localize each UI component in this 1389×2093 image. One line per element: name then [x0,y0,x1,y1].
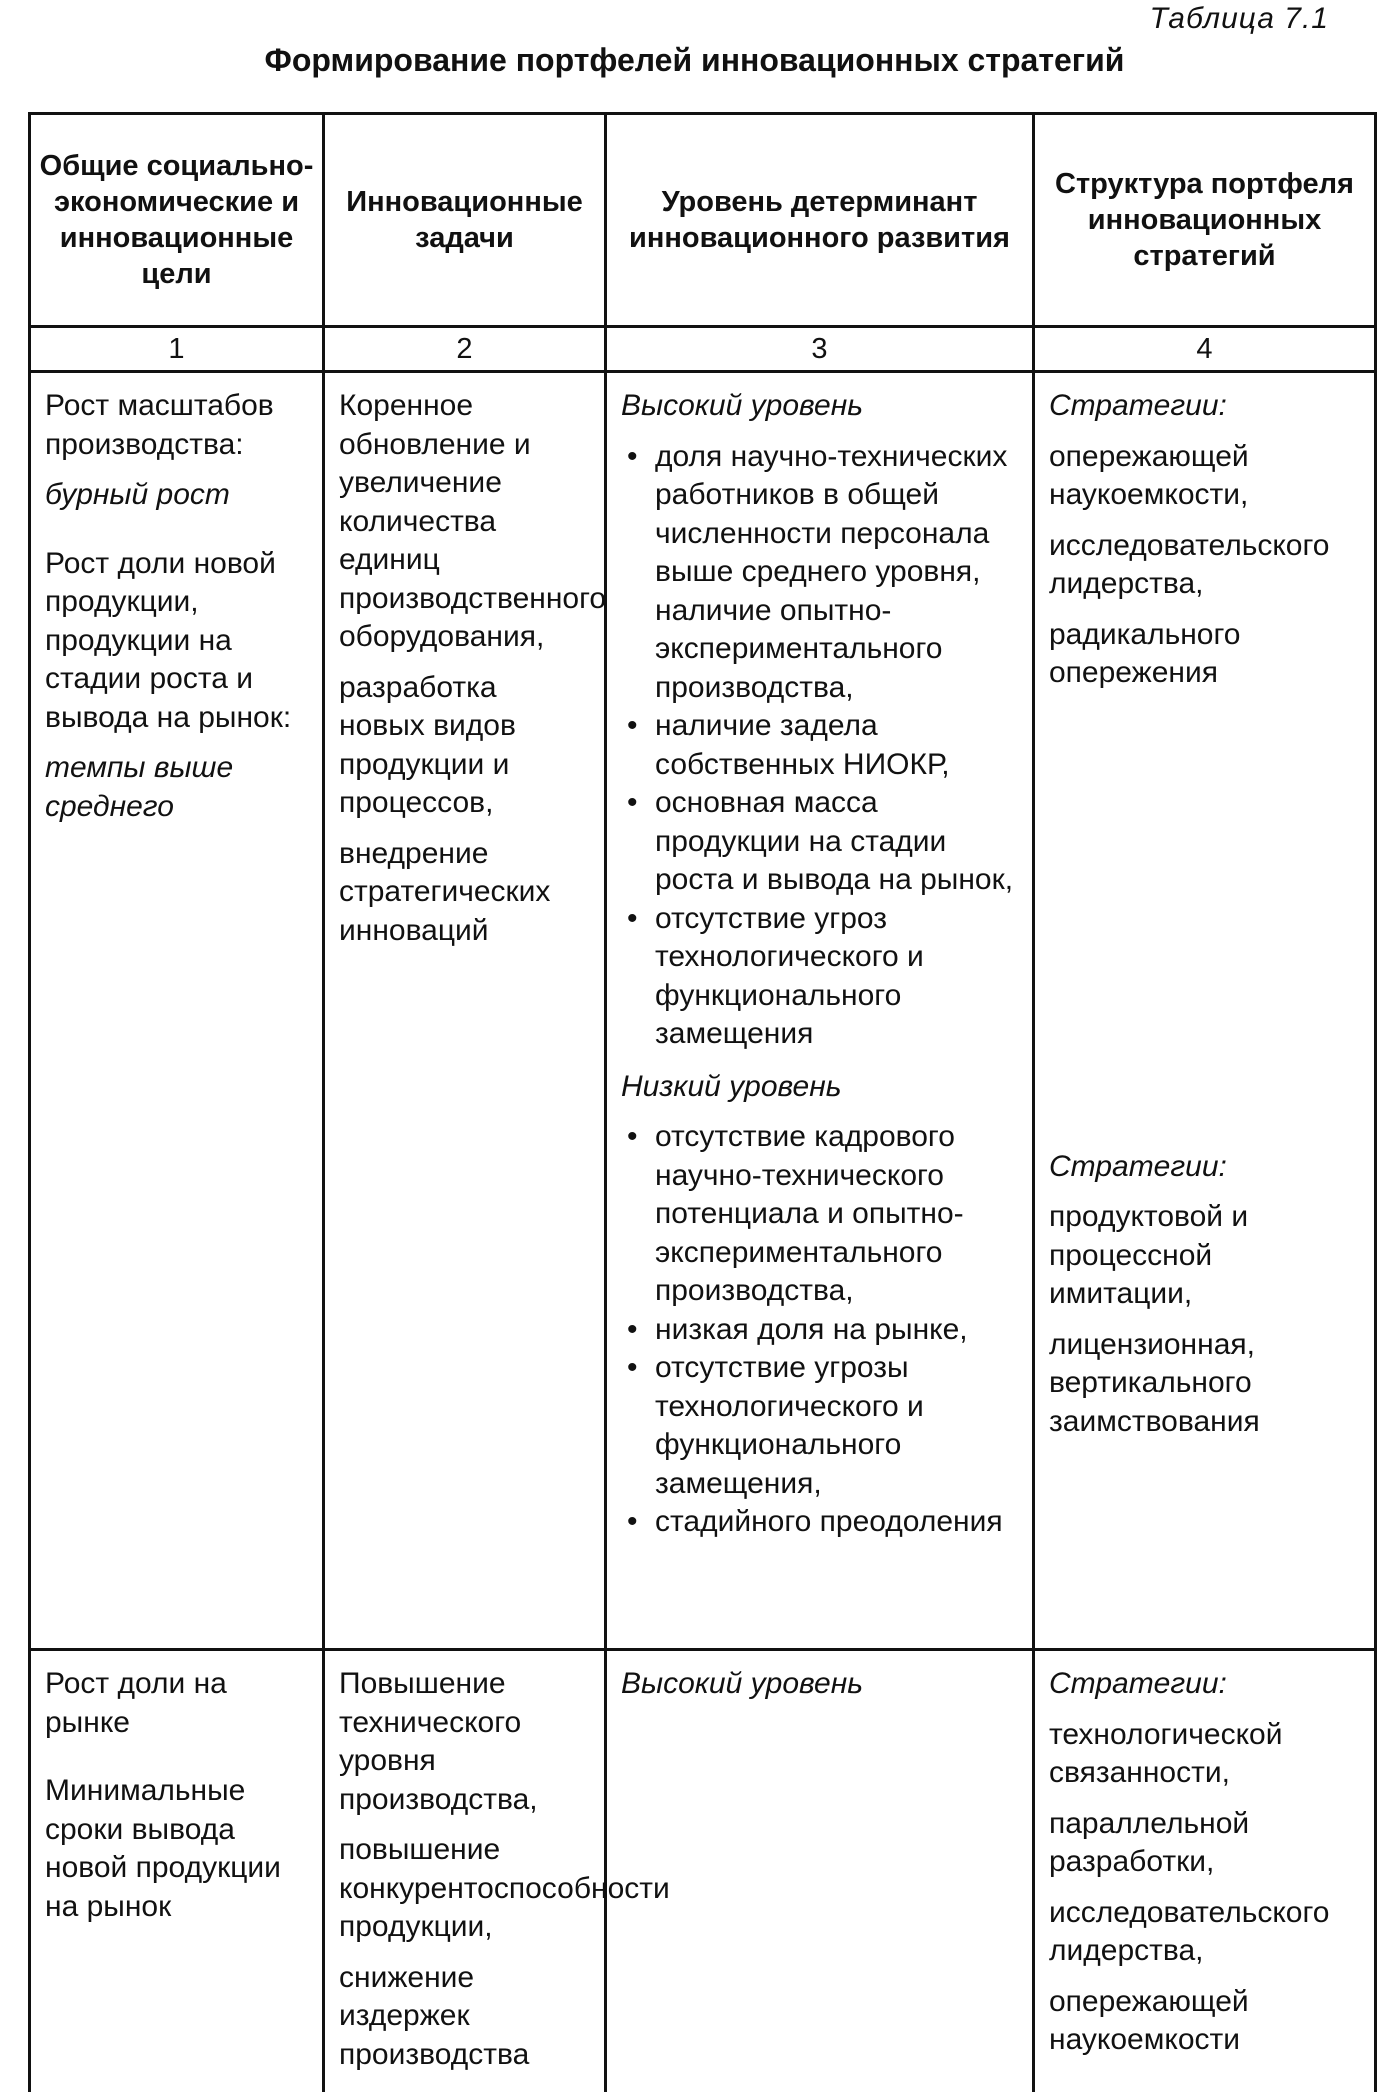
goal-rate: бурный рост [45,478,230,511]
column-number: 1 [30,327,324,372]
bullet-icon: • [627,1312,638,1346]
table-caption: Таблица 7.1 [1149,2,1329,35]
list-item-text: отсутствие угрозы технологического и функционального замещения, [655,1351,924,1500]
table-row [30,372,1376,1650]
strategy-item: технологической связанности, [1049,1717,1283,1789]
list-item-text: отсутствие угроз технологического и функционального замещения [655,901,924,1050]
list-item [621,1503,1018,1542]
list-item-text: низкая доля на рынке, [655,1312,968,1346]
list-item-text: доля научно-технических работников в общей численности персонала выше среднего уровня, наличие опытно-экспериментального производства, [655,439,1008,704]
bullet-icon: • [627,439,638,473]
strategy-item: исследовательского лидерства, [1049,1895,1330,1967]
strategy-item: радикального опережения [1049,617,1241,689]
tasks-cell [324,1650,670,2093]
task-text: Коренное обновление и увеличение количества единиц производственного оборудования, [339,389,607,653]
column-number: 4 [1034,327,1376,372]
bullet-icon: • [627,786,638,819]
strategies-label: Стратегии: [1049,1149,1227,1183]
strategy-item: продуктовой и процессной имитации, [1049,1200,1249,1310]
goal-text: Рост масштабов производства: [45,389,274,461]
list-item [621,707,1018,784]
header-tasks: Инновационные задачи [324,114,606,327]
goals-cell [30,1650,324,2093]
header-row [30,114,1376,327]
strategies-label: Стратегии: [1049,1667,1227,1700]
list-item-text: наличие задела собственных НИОКР, [655,709,950,781]
bullet-icon: • [627,1351,638,1384]
goals-cell [30,372,324,1650]
goal-text: Рост доли новой продукции, продукции на стадии роста и вывода на рынок: [45,546,292,734]
bullet-icon: • [627,1120,638,1153]
task-text: повышение конкурентоспособности продукции, [339,1833,670,1943]
strategy-item: опережающей наукоемкости, [1049,439,1249,511]
strategy-item: исследовательского лидерства, [1049,528,1330,600]
list-item [621,1349,1018,1503]
determinant-list [621,438,1018,1054]
task-text: разработка новых видов продукции и процессов, [339,670,516,819]
level-label: Низкий уровень [621,1069,842,1103]
tasks-cell [324,372,606,1650]
strategy-item: лицензионная, вертикального заимствования [1049,1327,1260,1438]
task-text: снижение издержек производства [339,1960,530,2071]
portfolio-cell [1034,1650,1376,2093]
determinant-list [621,1118,1018,1542]
list-item-text: основная масса продукции на стадии роста и вывода на рынок, [655,786,1014,896]
bullet-icon: • [627,901,638,935]
column-number: 2 [324,327,606,372]
bullet-icon: • [627,1505,638,1538]
goal-text: Рост доли на рынке [45,1667,227,1739]
column-number-row [30,327,1376,372]
table-row [30,1650,1376,2093]
list-item [621,1311,1018,1350]
goal-rate: темпы выше среднего [45,751,234,823]
goal-text: Минимальные сроки вывода новой продукции на рынок [45,1774,281,1923]
level-label: Высокий уровень [621,1667,863,1700]
list-item [621,900,1018,1054]
header-determinants: Уровень детерминант инновационного развития [606,114,1034,327]
determinants-cell [606,372,1034,1650]
header-portfolio: Структура портфеля инновационных стратегий [1034,114,1376,327]
strategy-item: параллельной разработки, [1049,1806,1250,1878]
list-item [621,438,1018,708]
column-number: 3 [606,327,1034,372]
list-item [621,1118,1018,1311]
strategies-label: Стратегии: [1049,389,1227,422]
bullet-icon: • [627,709,638,742]
header-goals: Общие социально-экономические и инновационные цели [30,114,324,327]
list-item-text: стадийного преодоления [655,1505,1003,1538]
determinants-cell [606,1650,1034,2093]
strategy-item: опережающей наукоемкости [1049,1984,1249,2056]
table-title: Формирование портфелей инновационных стратегий [264,42,1125,78]
portfolio-cell [1034,372,1376,1650]
strategy-table [28,112,1377,2092]
list-item [621,784,1018,900]
task-text: внедрение стратегических инноваций [339,836,551,947]
level-label: Высокий уровень [621,389,863,422]
list-item-text: отсутствие кадрового научно-технического потенциала и опытно-экспериментального производства, [655,1120,964,1307]
task-text: Повышение технического уровня производства, [339,1667,538,1816]
